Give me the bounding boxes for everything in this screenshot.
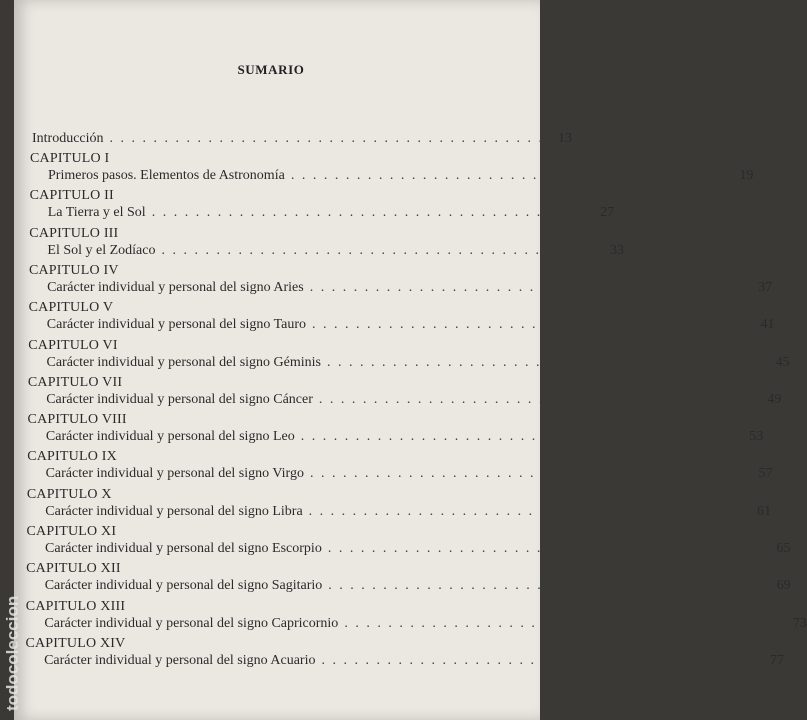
toc-entry — [45, 465, 773, 483]
page-number: 69 — [776, 578, 791, 594]
page-title: SUMARIO — [237, 62, 305, 77]
page-number: 65 — [776, 541, 791, 556]
entry-title: Carácter individual y personal del signo Acuario — [44, 652, 316, 668]
toc-entry — [44, 615, 807, 633]
entry-title: Carácter individual y personal del signo Virgo — [45, 466, 304, 482]
page-number: 37 — [758, 279, 773, 295]
page-number: 45 — [775, 354, 790, 370]
chapter-heading: CAPITULO IV — [28, 262, 119, 278]
chapter-heading: CAPITULO VII — [27, 374, 123, 390]
chapter-heading: CAPITULO IX — [27, 449, 117, 465]
leader-dots: . . . . . . . . . . . . . . . . . . . . . . . . . . . . . . . . . . . . . . . . — [151, 205, 587, 221]
toc-entry — [46, 391, 782, 409]
page-number: 57 — [758, 466, 773, 482]
chapter-heading: CAPITULO V — [28, 300, 114, 316]
page-number: 13 — [558, 131, 573, 146]
page-number: 53 — [749, 429, 764, 445]
leader-dots: . . . . . . . . . . . . . . . . . . . . . . . . . . . . . . . . . . . . . . . . — [344, 615, 779, 631]
toc-entry — [47, 279, 773, 297]
toc-entry — [45, 428, 764, 446]
leader-dots: . . . . . . . . . . . . . . . . . . . . . . . . . . . . . . . . . . . . . . . . — [318, 391, 754, 407]
leader-dots: . . . . . . . . . . . . . . . . . . . . . . . . . . . . . . . . . . . . . . . . — [290, 168, 726, 183]
toc-entry — [44, 652, 784, 670]
chapter-heading: CAPITULO XII — [26, 561, 121, 577]
leader-dots: . . . . . . . . . . . . . . . . . . . . . . . . . . . . . . . . . . . . . . . . — [327, 541, 763, 556]
entry-title: Carácter individual y personal del signo Escorpio — [45, 541, 322, 556]
chapter-heading: CAPITULO I — [30, 151, 110, 166]
page-number: 27 — [600, 205, 615, 221]
leader-dots: . . . . . . . . . . . . . . . . . . . . . . . . . . . . . . . . . . . . . . . . — [312, 317, 747, 333]
watermark-logo-graphic — [2, 545, 24, 715]
chapter-heading: CAPITULO VIII — [27, 412, 127, 428]
table-of-contents — [14, 0, 807, 720]
entry-title: El Sol y el Zodíaco — [47, 242, 156, 258]
entry-title: La Tierra y el Sol — [47, 205, 146, 221]
toc-entry — [45, 540, 791, 558]
page-number: 73 — [792, 615, 807, 631]
leader-dots: . . . . . . . . . . . . . . . . . . . . . . . . . . . . . . . . . . . . . . . . — [327, 354, 762, 370]
entry-title: Carácter individual y personal del signo Leo — [45, 429, 295, 445]
watermark-logo — [2, 545, 24, 715]
chapter-heading: CAPITULO XIII — [25, 598, 126, 614]
entry-title: Introducción — [32, 131, 104, 146]
toc-entry — [47, 204, 615, 222]
toc-entry — [45, 503, 772, 521]
leader-dots: . . . . . . . . . . . . . . . . . . . . . . . . . . . . . . . . . . . . . . . . — [328, 578, 763, 594]
toc-entry — [48, 167, 754, 185]
entry-title: Primeros pasos. Elementos de Astronomía — [48, 168, 285, 183]
chapter-heading: CAPITULO X — [26, 486, 112, 502]
page-number: 61 — [757, 503, 772, 519]
leader-dots: . . . . . . . . . . . . . . . . . . . . . . . . . . . . . . . . . . . . . . . . — [161, 242, 596, 258]
toc-entry — [47, 242, 624, 260]
leader-dots: . . . . . . . . . . . . . . . . . . . . . . . . . . . . . . . . . . . . . . . . — [109, 131, 545, 146]
page-number: 49 — [767, 391, 782, 407]
book-page — [14, 0, 807, 720]
page-number: 77 — [769, 652, 784, 668]
toc-entry-intro — [32, 130, 573, 148]
entry-title: Carácter individual y personal del signo Géminis — [46, 354, 321, 370]
chapter-heading: CAPITULO II — [29, 188, 114, 204]
chapter-heading: CAPITULO III — [29, 225, 119, 241]
svg-text:todocoleccion: todocoleccion — [3, 595, 22, 711]
leader-dots: . . . . . . . . . . . . . . . . . . . . . . . . . . . . . . . . . . . . . . . . — [321, 652, 756, 668]
chapter-heading: CAPITULO VI — [28, 337, 118, 353]
page-number: 19 — [739, 168, 754, 183]
leader-dots: . . . . . . . . . . . . . . . . . . . . . . . . . . . . . . . . . . . . . . . . — [309, 279, 745, 295]
page-number: 33 — [609, 242, 624, 258]
page-number: 41 — [760, 317, 775, 333]
chapter-heading: CAPITULO XIV — [25, 635, 126, 651]
chapter-heading: CAPITULO XI — [26, 524, 117, 539]
entry-title: Carácter individual y personal del signo Capricornio — [44, 615, 339, 631]
entry-title: Carácter individual y personal del signo Tauro — [46, 317, 307, 333]
toc-entry — [46, 316, 775, 334]
leader-dots: . . . . . . . . . . . . . . . . . . . . . . . . . . . . . . . . . . . . . . . . — [309, 466, 745, 482]
leader-dots: . . . . . . . . . . . . . . . . . . . . . . . . . . . . . . . . . . . . . . . . — [300, 429, 736, 445]
entry-title: Carácter individual y personal del signo Sagitario — [44, 578, 323, 594]
entry-title: Carácter individual y personal del signo Aries — [47, 279, 304, 295]
toc-entry — [44, 577, 791, 595]
entry-title: Carácter individual y personal del signo Cáncer — [46, 391, 313, 407]
entry-title: Carácter individual y personal del signo Libra — [45, 503, 303, 519]
leader-dots: . . . . . . . . . . . . . . . . . . . . . . . . . . . . . . . . . . . . . . . . — [308, 503, 744, 519]
toc-entry — [46, 354, 790, 372]
